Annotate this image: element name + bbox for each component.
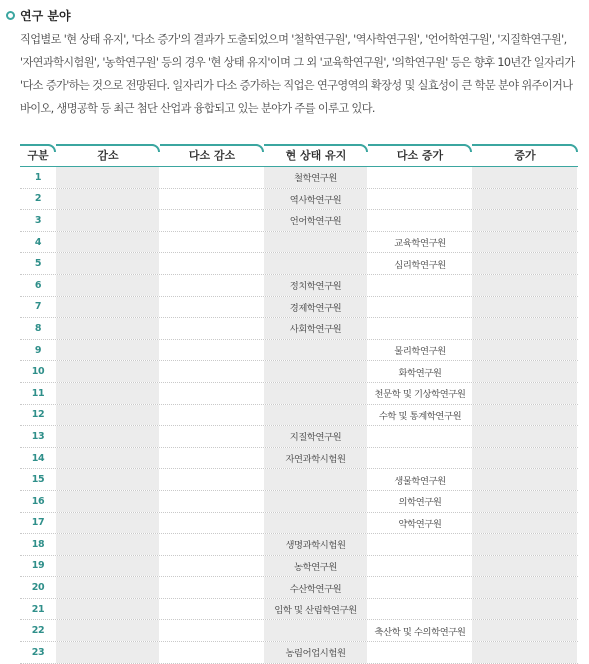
empty-cell <box>368 556 472 577</box>
occupation-cell: 축산학 및 수의학연구원 <box>368 620 472 641</box>
empty-cell <box>56 405 160 426</box>
empty-cell <box>160 556 264 577</box>
empty-cell <box>264 620 368 641</box>
row-number: 10 <box>20 361 56 382</box>
row-number: 19 <box>20 556 56 577</box>
table-header <box>20 144 578 166</box>
empty-cell <box>56 556 160 577</box>
row-number: 15 <box>20 469 56 490</box>
row-number: 11 <box>20 383 56 404</box>
table-row <box>20 253 578 275</box>
row-number: 21 <box>20 599 56 620</box>
empty-cell <box>56 275 160 296</box>
row-number: 2 <box>20 189 56 210</box>
header-increase: 증가 <box>472 144 578 166</box>
empty-cell <box>56 448 160 469</box>
empty-cell <box>472 189 578 210</box>
empty-cell <box>160 297 264 318</box>
table-row <box>20 642 578 664</box>
table-row <box>20 620 578 642</box>
empty-cell <box>56 426 160 447</box>
occupation-cell: 역사학연구원 <box>264 189 368 210</box>
table-row <box>20 513 578 535</box>
empty-cell <box>56 210 160 231</box>
empty-cell <box>472 405 578 426</box>
occupation-cell: 생물학연구원 <box>368 469 472 490</box>
empty-cell <box>368 426 472 447</box>
row-number: 22 <box>20 620 56 641</box>
empty-cell <box>160 361 264 382</box>
occupation-cell: 언어학연구원 <box>264 210 368 231</box>
empty-cell <box>472 167 578 188</box>
occupation-cell: 의학연구원 <box>368 491 472 512</box>
empty-cell <box>56 469 160 490</box>
empty-cell <box>472 556 578 577</box>
empty-cell <box>160 426 264 447</box>
empty-cell <box>160 405 264 426</box>
row-number: 17 <box>20 513 56 534</box>
empty-cell <box>56 167 160 188</box>
empty-cell <box>160 599 264 620</box>
table-row <box>20 469 578 491</box>
empty-cell <box>472 642 578 663</box>
research-field-table <box>20 144 578 664</box>
empty-cell <box>160 275 264 296</box>
occupation-cell: 약학연구원 <box>368 513 472 534</box>
empty-cell <box>264 383 368 404</box>
table-row <box>20 189 578 211</box>
row-number: 20 <box>20 577 56 598</box>
row-number: 5 <box>20 253 56 274</box>
table-row <box>20 426 578 448</box>
empty-cell <box>160 469 264 490</box>
row-number: 14 <box>20 448 56 469</box>
section-title: 연구 분야 <box>20 9 71 23</box>
empty-cell <box>160 513 264 534</box>
empty-cell <box>368 210 472 231</box>
table-body <box>20 167 578 664</box>
row-number: 4 <box>20 232 56 253</box>
row-number: 7 <box>20 297 56 318</box>
table-row <box>20 275 578 297</box>
empty-cell <box>472 318 578 339</box>
table-row <box>20 556 578 578</box>
occupation-cell: 지질학연구원 <box>264 426 368 447</box>
empty-cell <box>56 513 160 534</box>
empty-cell <box>368 599 472 620</box>
empty-cell <box>264 340 368 361</box>
table-row <box>20 383 578 405</box>
empty-cell <box>264 513 368 534</box>
empty-cell <box>472 253 578 274</box>
table-row <box>20 297 578 319</box>
paragraph-line: 바이오, 생명공학 등 최근 첨단 산업과 융합되고 있는 분야가 주를 이루고 있다. <box>20 102 375 115</box>
header-category: 구분 <box>20 144 56 166</box>
section-header <box>6 7 71 24</box>
occupation-cell: 생명과학시험원 <box>264 534 368 555</box>
empty-cell <box>160 491 264 512</box>
empty-cell <box>264 405 368 426</box>
empty-cell <box>160 253 264 274</box>
table-row <box>20 577 578 599</box>
empty-cell <box>56 340 160 361</box>
empty-cell <box>472 577 578 598</box>
table-row <box>20 167 578 189</box>
row-number: 12 <box>20 405 56 426</box>
header-maintain: 현 상태 유지 <box>264 144 368 166</box>
empty-cell <box>368 642 472 663</box>
empty-cell <box>264 361 368 382</box>
occupation-cell: 사회학연구원 <box>264 318 368 339</box>
empty-cell <box>472 210 578 231</box>
empty-cell <box>56 383 160 404</box>
empty-cell <box>368 534 472 555</box>
paragraph-line: '자연과학시험원', '농학연구원' 등의 경우 '현 상태 유지'이며 그 외 '교육학연구원', '의학연구원' 등은 향후 10년간 일자리가 <box>20 56 575 69</box>
empty-cell <box>368 297 472 318</box>
empty-cell <box>160 189 264 210</box>
row-number: 13 <box>20 426 56 447</box>
empty-cell <box>56 253 160 274</box>
header-slight-increase: 다소 증가 <box>368 144 472 166</box>
empty-cell <box>56 620 160 641</box>
empty-cell <box>264 469 368 490</box>
empty-cell <box>56 577 160 598</box>
circle-bullet-icon <box>6 11 15 20</box>
occupation-cell: 화학연구원 <box>368 361 472 382</box>
table-row <box>20 448 578 470</box>
table-row <box>20 340 578 362</box>
empty-cell <box>472 361 578 382</box>
paragraph-line: 직업별로 '현 상태 유지', '다소 증가'의 결과가 도출되었으며 '철학연구원', '역사학연구원', '언어학연구원', '지질학연구원', <box>20 33 567 46</box>
header-slight-decrease: 다소 감소 <box>160 144 264 166</box>
empty-cell <box>472 469 578 490</box>
empty-cell <box>472 426 578 447</box>
table-row <box>20 361 578 383</box>
header-decrease: 감소 <box>56 144 160 166</box>
empty-cell <box>56 642 160 663</box>
empty-cell <box>56 491 160 512</box>
empty-cell <box>160 642 264 663</box>
occupation-cell: 수산학연구원 <box>264 577 368 598</box>
occupation-cell: 경제학연구원 <box>264 297 368 318</box>
empty-cell <box>56 534 160 555</box>
empty-cell <box>472 340 578 361</box>
empty-cell <box>160 232 264 253</box>
empty-cell <box>160 340 264 361</box>
description-paragraph <box>20 28 582 120</box>
occupation-cell: 수학 및 통계학연구원 <box>368 405 472 426</box>
empty-cell <box>56 189 160 210</box>
occupation-cell: 농림어업시험원 <box>264 642 368 663</box>
empty-cell <box>472 534 578 555</box>
table-row <box>20 318 578 340</box>
empty-cell <box>472 275 578 296</box>
row-number: 8 <box>20 318 56 339</box>
row-number: 9 <box>20 340 56 361</box>
empty-cell <box>368 275 472 296</box>
occupation-cell: 자연과학시험원 <box>264 448 368 469</box>
table-row <box>20 210 578 232</box>
empty-cell <box>472 513 578 534</box>
empty-cell <box>472 491 578 512</box>
empty-cell <box>264 232 368 253</box>
empty-cell <box>160 534 264 555</box>
occupation-cell: 천문학 및 기상학연구원 <box>368 383 472 404</box>
empty-cell <box>472 620 578 641</box>
empty-cell <box>264 253 368 274</box>
empty-cell <box>56 297 160 318</box>
empty-cell <box>368 318 472 339</box>
empty-cell <box>160 577 264 598</box>
occupation-cell: 철학연구원 <box>264 167 368 188</box>
empty-cell <box>56 232 160 253</box>
empty-cell <box>160 167 264 188</box>
paragraph-line: '다소 증가'하는 것으로 전망된다. 일자리가 다소 증가하는 직업은 연구영역의 확장성 및 실효성이 큰 학문 분야 위주이거나 <box>20 79 573 92</box>
table-row <box>20 599 578 621</box>
empty-cell <box>368 448 472 469</box>
table-row <box>20 534 578 556</box>
empty-cell <box>368 167 472 188</box>
empty-cell <box>160 620 264 641</box>
occupation-cell: 농학연구원 <box>264 556 368 577</box>
row-number: 23 <box>20 642 56 663</box>
empty-cell <box>56 318 160 339</box>
empty-cell <box>472 383 578 404</box>
row-number: 16 <box>20 491 56 512</box>
table-row <box>20 405 578 427</box>
empty-cell <box>472 232 578 253</box>
table-row <box>20 232 578 254</box>
empty-cell <box>56 361 160 382</box>
empty-cell <box>160 448 264 469</box>
empty-cell <box>264 491 368 512</box>
occupation-cell: 임학 및 산림학연구원 <box>264 599 368 620</box>
occupation-cell: 물리학연구원 <box>368 340 472 361</box>
empty-cell <box>368 189 472 210</box>
occupation-cell: 심리학연구원 <box>368 253 472 274</box>
empty-cell <box>472 297 578 318</box>
row-number: 18 <box>20 534 56 555</box>
empty-cell <box>160 318 264 339</box>
occupation-cell: 정치학연구원 <box>264 275 368 296</box>
occupation-cell: 교육학연구원 <box>368 232 472 253</box>
row-number: 3 <box>20 210 56 231</box>
row-number: 6 <box>20 275 56 296</box>
row-number: 1 <box>20 167 56 188</box>
empty-cell <box>160 383 264 404</box>
empty-cell <box>56 599 160 620</box>
empty-cell <box>472 599 578 620</box>
empty-cell <box>368 577 472 598</box>
empty-cell <box>472 448 578 469</box>
table-row <box>20 491 578 513</box>
empty-cell <box>160 210 264 231</box>
